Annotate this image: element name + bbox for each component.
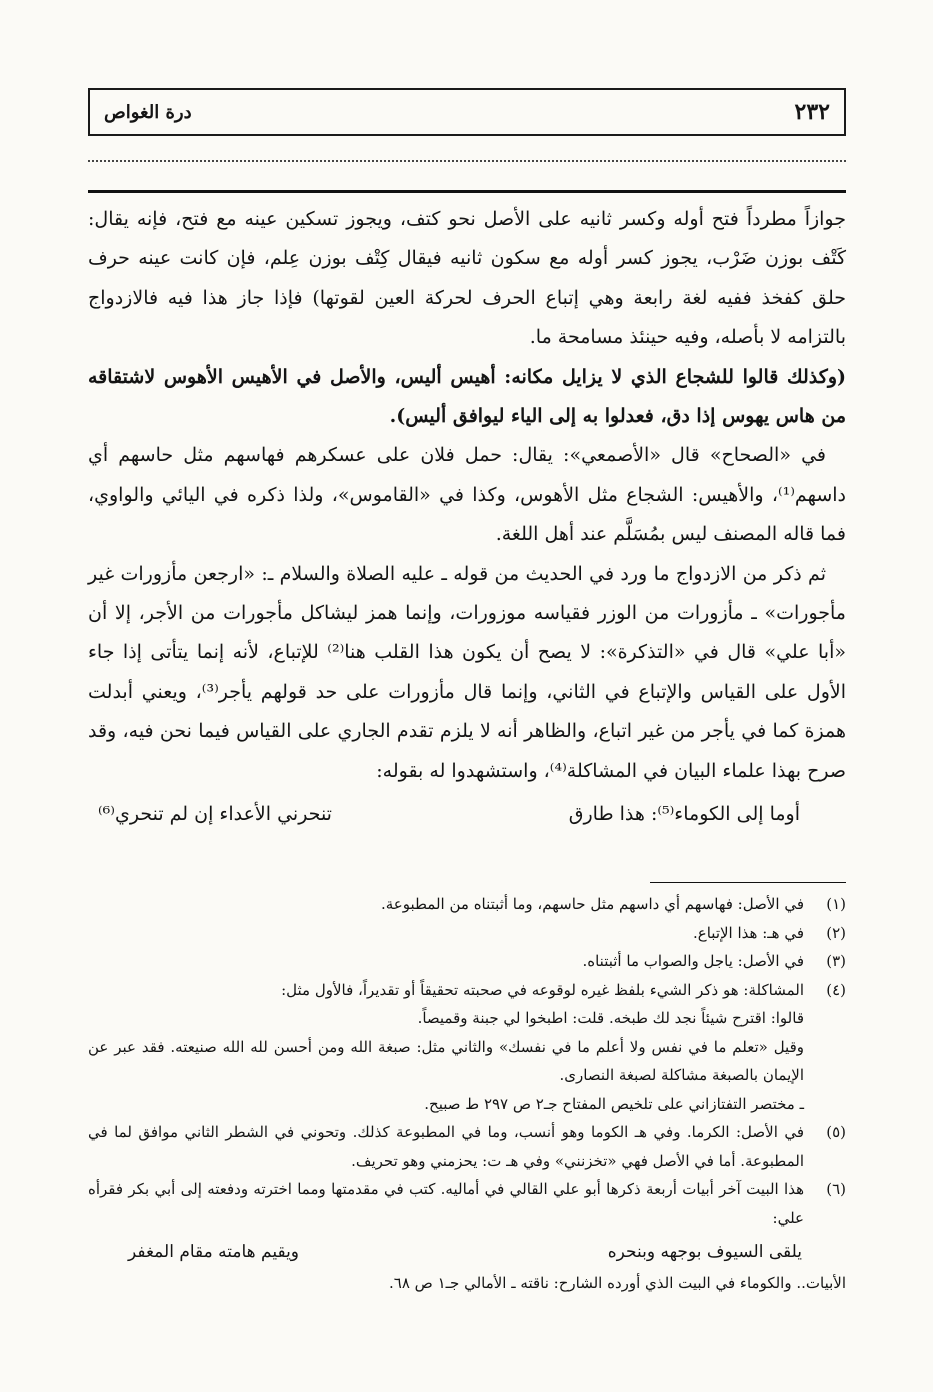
footnote-tail: الأبيات.. والكوماء في البيت الذي أورده الشارح: ناقته ـ الأمالي جـ١ ص ٦٨.	[389, 1273, 846, 1292]
footnote	[88, 1118, 846, 1175]
footnote	[88, 890, 846, 919]
footnote-text: ـ مختصر التفتازاني على تلخيص المفتاح جـ٢ ص ٢٩٧ ط صبيح.	[424, 1094, 804, 1113]
footnote-poem-verse	[88, 1232, 846, 1269]
footnote-text: في الأصل: الكرما. وفي هـ الكوما وهو أنسب، وما في المطبوعة كذلك. وتحوني في الشطر الثاني موافق لما في المطبوعة. أما في الأصل فهي «تخزنني» وفي هـ ت: يحزمني وهو تحريف.	[88, 1123, 804, 1170]
footnotes	[88, 890, 846, 1297]
running-header	[88, 88, 846, 136]
main-text	[88, 200, 846, 835]
footnote-text: وقيل «تعلم ما في نفس ولا أعلم ما في نفسك» والثاني مثل: صبغة الله ومن أحسن لله الله صنيعته. فقد عبر عن الإيمان بالصبغة مشاكلة لصبغة النصارى.	[88, 1037, 804, 1084]
footnote-text: المشاكلة: هو ذكر الشيء بلفظ غيره لوقوعه في صحبته تحقيقاً أو تقديراً، فالأول مثل:	[281, 980, 804, 999]
poem-verse	[88, 795, 846, 834]
footnote-poem-left: ويقيم هامته مقام المغفر	[128, 1242, 300, 1262]
footnote	[88, 919, 846, 948]
footnote	[88, 947, 846, 976]
header-title: درة الغواص	[104, 101, 192, 123]
footnote	[88, 1175, 846, 1232]
bold-paragraph: (وكذلك قالوا للشجاع الذي لا يزايل مكانه: أهيس أليس، والأصل في الأهيس الأهوس لاشتقاقه من هاس يهوس إذا دق، فعدلوا به إلى الياء ليوافق أليس).	[88, 365, 846, 428]
footnote-text: في هـ: هذا الإتباع.	[693, 923, 804, 942]
footnote-text: هذا البيت آخر أبيات أربعة ذكرها أبو علي القالي في أماليه. كتب في مقدمتها ومما اخترته ودفعته إلى أبي بكر فقرأه علي:	[88, 1180, 804, 1227]
footnote-text: قالوا: اقترح شيئاً نجد لك طبخه. قلت: اطبخوا لي جبنة وقميصاً.	[417, 1009, 804, 1027]
footnote-number: (٢)	[826, 923, 846, 942]
poem-hemistich-right: أوما إلى الكوماء⁽⁵⁾: هذا طارق	[568, 803, 800, 826]
footnote-number: (٣)	[826, 952, 846, 970]
paragraph: جوازاً مطرداً فتح أوله وكسر ثانيه على الأصل نحو كتف، ويجوز تسكين عينه مع فتح، فإنه يقال: كَتْف بوزن ضَرْب، يجوز كسر أوله مع سكون ثانيه فيقال كِتْف بوزن عِلم، فإن كانت عينه حرف حلق كفخذ ففيه لغة رابعة وهي إتباع الحرف لحركة العين لقوتها) فإذا جاز هذا فيه فالازدواج بالتزامه لا بأصله، وفيه حينئذ مسامحة ما.	[88, 208, 846, 349]
footnote-poem-right: يلقى السيوف بوجهه وبنحره	[607, 1242, 802, 1262]
footnote-number: (٤)	[826, 980, 846, 999]
page-number: ٢٣٢	[794, 99, 830, 125]
footnote-rule	[650, 882, 846, 883]
top-rule	[88, 190, 846, 193]
dotted-divider	[88, 160, 846, 162]
poem-hemistich-left: تنحرني الأعداء إن لم تنحري⁽⁶⁾	[98, 803, 332, 826]
paragraph: ثم ذكر من الازدواج ما ورد في الحديث من قوله ـ عليه الصلاة والسلام ـ: «ارجعن مأزورات غير مأجورات» ـ مأزورات من الوزر فقياسه موزورات، وإنما همز ليشاكل مأجورات من الأجر، إلا أن «أبا علي» قال في «التذكرة»: لا يصح أن يكون هذا القلب هنا⁽²⁾ للإتباع، لأنه إنما يتأتى إذا جاء الأول على القياس والإتباع في الثاني، وإنما قال مأزورات على حد قولهم يأجر⁽³⁾، ويعني أبدلت همزة كما في يأجر من غير اتباع، والظاهر أنه لا يلزم تقدم الجاري على القياس فيما نحن فيه، وقد صرح بهذا علماء البيان في المشاكلة⁽⁴⁾، واستشهدوا له بقوله:	[88, 562, 846, 782]
footnote-number: (٦)	[826, 1180, 846, 1198]
footnote-text: في الأصل: فهاسهم أي داسهم مثل حاسهم، وما أثبتناه من المطبوعة.	[380, 895, 804, 913]
footnote	[88, 976, 846, 1119]
footnote-number: (٥)	[826, 1123, 846, 1141]
paragraph: في «الصحاح» قال «الأصمعي»: يقال: حمل فلان على عسكرهم فهاسهم مثل حاسهم أي داسهم⁽¹⁾، والأهيس: الشجاع مثل الأهوس، وكذا في «القاموس»، ولذا ذكره في اليائي والواوي، فما قاله المصنف ليس بمُسَلَّم عند أهل اللغة.	[88, 444, 846, 546]
footnote-text: في الأصل: ياجل والصواب ما أثبتناه.	[582, 952, 804, 970]
footnote-number: (١)	[826, 895, 846, 913]
